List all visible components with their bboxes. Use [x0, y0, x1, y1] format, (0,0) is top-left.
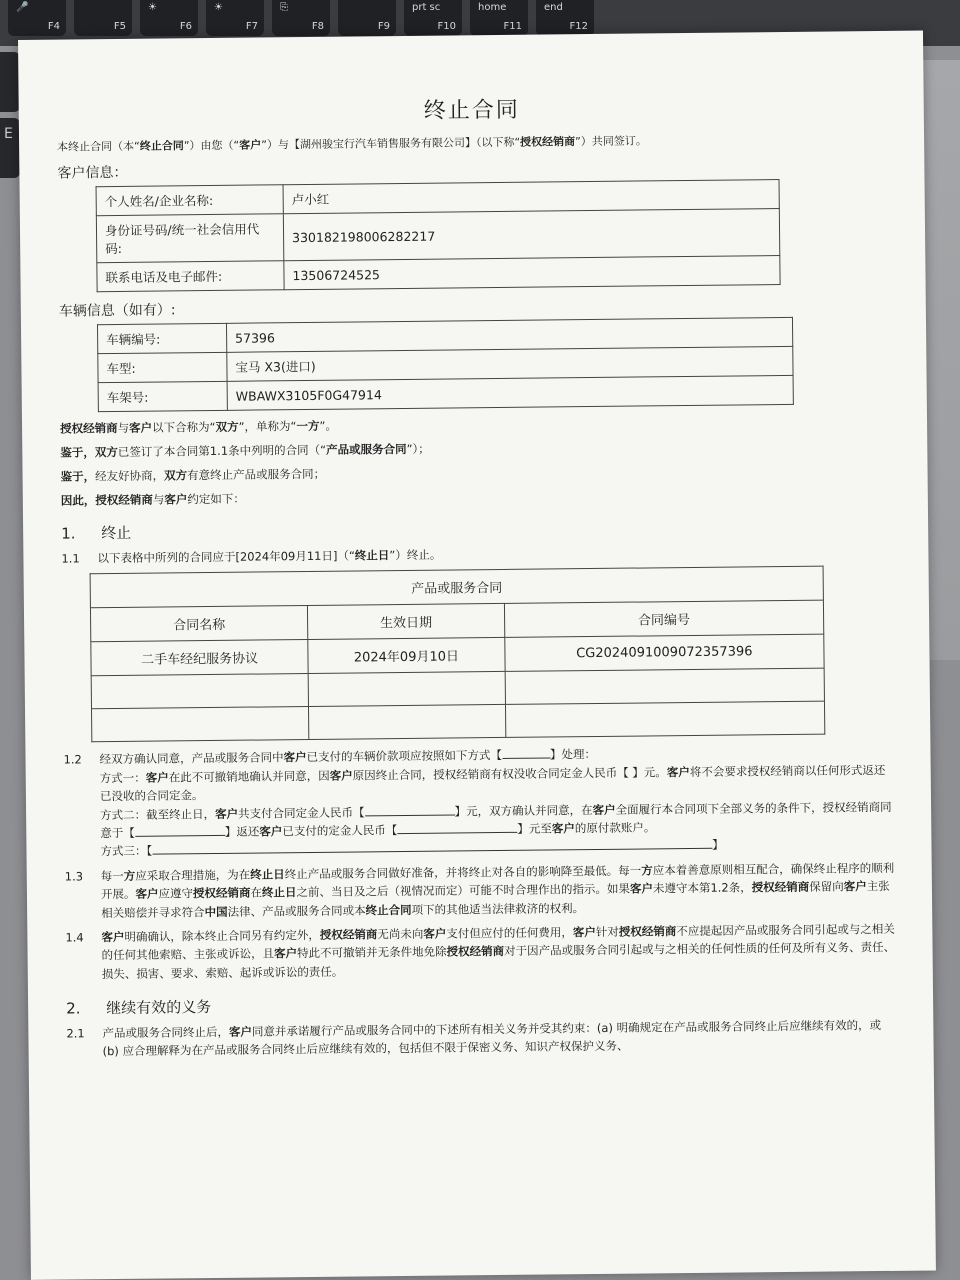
clause-number: 2.1	[66, 1026, 85, 1041]
customer-info-table	[96, 179, 781, 292]
text-bold: 授权经销商	[751, 879, 810, 895]
clause-number: 1.4	[65, 930, 84, 945]
text: 】元，双方确认并同意，在	[454, 802, 593, 819]
text-bold: 客户	[135, 886, 159, 901]
customer-name-value: 卢小红	[283, 180, 779, 214]
text: 支付但应付的任何费用，	[446, 925, 573, 941]
field-label: 车型:	[98, 352, 227, 382]
blank-line	[152, 848, 712, 855]
section-1-heading	[61, 514, 891, 544]
text-bold: 双方	[94, 444, 118, 460]
text-bold: 终止合同	[365, 902, 412, 917]
clause-number: 1.2	[63, 752, 82, 767]
key-f5	[74, 0, 132, 36]
text: 与	[117, 420, 130, 435]
text: 】处理：	[549, 747, 597, 762]
text-bold: 客户	[239, 138, 262, 152]
text: 主张相关赔偿并寻求符合	[101, 879, 890, 920]
clause-2-1	[66, 1016, 896, 1061]
brightness-up-icon: ☀	[214, 2, 223, 13]
text: 有意终止产品或服务合同；	[186, 466, 326, 483]
text-bold: 方	[123, 868, 136, 883]
key-sub: prt sc	[412, 2, 441, 13]
section-title: 继续有效的义务	[106, 998, 212, 1018]
section-title: 终止	[101, 523, 132, 543]
table-cell	[92, 707, 309, 742]
key-sub: end	[544, 2, 563, 13]
clause-text	[99, 742, 894, 861]
clause-1-2	[63, 742, 894, 861]
key-label: F6	[179, 21, 192, 32]
text-bold: 客户	[629, 881, 653, 896]
table-row	[92, 701, 825, 742]
text: 同意并承诺履行产品或服务合同中的下述所有相关义务并受其约束：(a) 明确规定在产品或服务合同终止后应继续有效的，或 (b) 应合理解释为在产品或服务合同终止后应继续有效的，包括但不限于保密义务、知识产权保护义务、	[102, 1018, 882, 1059]
text: 】元至	[517, 821, 552, 836]
clause-1-4	[65, 920, 896, 984]
key-label: F4	[47, 21, 60, 32]
text: 保留向	[809, 879, 844, 894]
field-label: 身份证号码/统一社会信用代码:	[96, 214, 283, 263]
section-number: 2.	[66, 999, 81, 1018]
column-header: 合同编号	[504, 600, 824, 637]
text: 方式三：【	[100, 843, 153, 859]
table-cell	[505, 668, 825, 704]
table-cell	[505, 701, 825, 737]
therefore-line	[61, 484, 891, 509]
text: ”）终止。	[389, 547, 442, 563]
text: 方式一：	[99, 770, 146, 785]
table-cell	[91, 674, 308, 709]
field-label: 车架号:	[98, 381, 227, 411]
key-label: E	[4, 126, 13, 142]
field-label: 车辆编号:	[97, 323, 226, 353]
text-bold: 授权经销商	[95, 492, 153, 508]
text: 应采取合理措施，为在	[135, 867, 251, 883]
text-bold: 客户	[215, 806, 239, 821]
key-f11	[470, 0, 528, 36]
clause-number: 1.1	[61, 551, 80, 566]
display-icon: ⎘	[280, 2, 288, 13]
text-bold: 授权经销商	[446, 944, 505, 959]
key-label: F10	[437, 21, 456, 32]
text: 项下的其他适当法律救济的权利。	[411, 900, 585, 917]
side-key	[0, 52, 20, 112]
phone-value: 13506724525	[284, 256, 780, 290]
text-bold: 客户	[551, 821, 575, 836]
text: ”。	[319, 418, 337, 433]
text-bold: 客户	[274, 946, 298, 961]
table-cell: 二手车经纪服务协议	[91, 640, 308, 676]
text-bold: 双方	[163, 468, 188, 483]
document-page	[18, 31, 936, 1280]
vehicle-info-table	[97, 317, 794, 412]
table-row	[97, 256, 780, 292]
column-header: 合同名称	[90, 606, 307, 642]
text: ”）与【湖州骏宝行汽车销售服务有限公司】（以下称“	[261, 135, 521, 152]
text: 已支付的定金人民币【	[282, 823, 398, 839]
text: 之前、当日及之后（视情况而定）可能不时合理作出的指示。如果	[296, 881, 630, 900]
text: 经友好协商，	[94, 468, 165, 484]
text-bold: 终止日	[354, 548, 390, 563]
intro-line	[57, 130, 887, 155]
text: 已签订了本合同第1.1条中列明的合同（“	[117, 442, 327, 459]
text: ”）共同签订。	[575, 134, 647, 149]
text: 不应提起因产品或服务合同引起或与之相关的任何其他索赔、主张或诉讼，且	[101, 921, 895, 963]
text-bold: 鉴于，	[60, 445, 95, 460]
text: 约定如下：	[187, 491, 245, 507]
text-bold: 因此，	[60, 493, 96, 508]
clause-text	[101, 859, 896, 922]
text: 应遵守	[158, 886, 194, 901]
clause-1-1	[61, 541, 891, 568]
field-label: 联系电话及电子邮件:	[97, 261, 284, 292]
text-bold: 客户	[592, 802, 616, 817]
whereas-2	[60, 460, 890, 485]
side-key-e	[0, 118, 20, 178]
blank-line	[397, 832, 517, 834]
mic-icon: 🎤	[16, 2, 29, 13]
clause-text	[101, 920, 896, 983]
text: 以下表格中所列的合同应于[2024年09月11日]（“	[97, 548, 355, 566]
text: 针对	[595, 924, 619, 939]
text: ”）由您（“	[183, 138, 240, 153]
text: 每一	[100, 868, 124, 883]
contracts-table	[90, 566, 826, 743]
text-bold: 终止日	[250, 866, 285, 882]
text: 对于因产品或服务合同引起或与之相关的任何性质的任何及所有义务、责任、损失、损害、要求、索赔、起诉或诉讼的责任。	[101, 940, 896, 981]
whereas-1	[60, 436, 890, 461]
text-bold: 客户	[329, 768, 353, 783]
key-f4	[8, 0, 66, 36]
text-bold: 客户	[423, 926, 447, 941]
table-cell	[308, 672, 505, 707]
text: 特此不可撤销并无条件地免除	[297, 944, 447, 961]
document-content	[57, 89, 897, 1067]
text-bold: 产品或服务合同	[325, 441, 407, 457]
text-bold: 客户	[843, 879, 867, 894]
column-header: 生效日期	[308, 604, 505, 640]
text: 】	[712, 837, 724, 853]
text-bold: 客户	[101, 929, 125, 945]
key-label: F8	[311, 21, 324, 32]
text: 在	[250, 885, 263, 900]
text: 与	[152, 492, 165, 507]
text-bold: 客户	[666, 764, 690, 780]
text-bold: 授权经销商	[192, 885, 251, 901]
text: 终止产品或服务合同做好准备，并将终止对各自的影响降至最低。每一	[284, 863, 642, 881]
text-bold: 客户	[145, 770, 169, 785]
text: 法律、产品或服务合同或本	[227, 902, 366, 919]
blank-line	[502, 758, 550, 760]
text: 】返还	[224, 824, 260, 839]
text: 明确确认，除本终止合同另有约定外，	[124, 927, 320, 944]
text: 的原付款账户。	[574, 820, 656, 836]
text-bold: 授权经销商	[520, 135, 576, 149]
vehicle-model-value: 宝马 X3(进口)	[227, 346, 793, 381]
key-label: F9	[377, 21, 390, 32]
key-f6	[140, 0, 198, 36]
text: 以下合称为“	[151, 419, 216, 435]
clause-text	[97, 541, 891, 568]
key-f7	[206, 0, 264, 36]
key-f8	[272, 0, 330, 36]
key-sub: home	[478, 2, 507, 13]
text: 在此不可撤销地确认并同意，因	[168, 768, 330, 785]
table-row	[98, 375, 793, 411]
text: 全面履行本合同项下全部义务的条件下，授权经销商同意于【	[100, 799, 892, 841]
table-caption: 产品或服务合同	[90, 566, 823, 608]
section-2-heading	[66, 989, 896, 1019]
text-bold: 客户	[228, 1024, 252, 1039]
table-cell: CG2024091009072357396	[505, 634, 825, 671]
key-label: F5	[113, 21, 126, 32]
clause-text	[102, 1016, 896, 1061]
text: 方式二：截至终止日，	[100, 806, 216, 822]
text-bold: 中国	[204, 904, 228, 919]
text: 无尚未向	[377, 926, 424, 942]
key-f9	[338, 0, 396, 36]
vin-value: WBAWX3105F0G47914	[227, 375, 793, 410]
clause-number: 1.3	[64, 869, 84, 884]
key-f10	[404, 0, 462, 36]
text-bold: 客户	[164, 492, 188, 507]
text: 经双方确认同意，产品或服务合同中	[99, 750, 284, 767]
text-bold: 双方	[215, 419, 239, 434]
text-bold: 一方	[296, 418, 320, 434]
text-bold: 客户	[283, 750, 307, 765]
text-bold: 授权经销商	[59, 420, 118, 436]
text: 应本着善意原则相互配合，确保终止程序的顺利开展。	[100, 860, 895, 902]
table-row	[96, 209, 779, 263]
text: 产品或服务合同终止后，	[102, 1024, 229, 1041]
key-f12	[536, 0, 594, 36]
customer-info-label: 客户信息：	[57, 164, 128, 182]
text-bold: 授权经销商	[618, 924, 677, 939]
text-bold: 终止日	[261, 885, 297, 900]
text-bold: 方	[641, 863, 653, 878]
section-number: 1.	[61, 524, 76, 543]
text: 原因终止合同，授权经销商有权没收合同定金人民币【 】元。	[352, 765, 667, 783]
text: 已支付的车辆价款项应按照如下方式【	[306, 748, 503, 765]
key-label: F12	[569, 21, 588, 32]
text-bold: 客户	[572, 924, 596, 940]
key-label: F11	[503, 21, 522, 32]
table-cell	[309, 705, 506, 740]
blank-line	[365, 814, 455, 816]
text: 未遵守本第1.2条，	[652, 880, 752, 896]
table-cell: 2024年09月10日	[308, 638, 505, 674]
text-bold: 终止合同	[139, 139, 184, 153]
vehicle-number-value: 57396	[226, 317, 792, 352]
parties-line	[60, 412, 890, 437]
text: ”）；	[406, 441, 430, 456]
text-bold: 鉴于，	[60, 469, 96, 484]
field-label: 个人姓名/企业名称:	[96, 185, 283, 216]
key-label: F7	[245, 21, 258, 32]
text: ”，单称为“	[238, 419, 297, 434]
document-title: 终止合同	[423, 97, 520, 124]
text-bold: 授权经销商	[319, 927, 378, 942]
brightness-down-icon: ☀	[148, 2, 157, 13]
text-bold: 客户	[128, 420, 153, 435]
text: 本终止合同（本“	[57, 139, 140, 154]
text-bold: 客户	[259, 824, 283, 839]
text: 共支付合同定金人民币【	[238, 804, 365, 821]
id-number-value: 330182198006282217	[283, 209, 779, 261]
blank-line	[135, 835, 225, 837]
clause-1-3	[65, 859, 896, 923]
vehicle-info-label: 车辆信息（如有）:	[58, 302, 176, 320]
text: 将不会要求授权经销商以任何形式返还已没收的合同定金。	[99, 762, 886, 804]
